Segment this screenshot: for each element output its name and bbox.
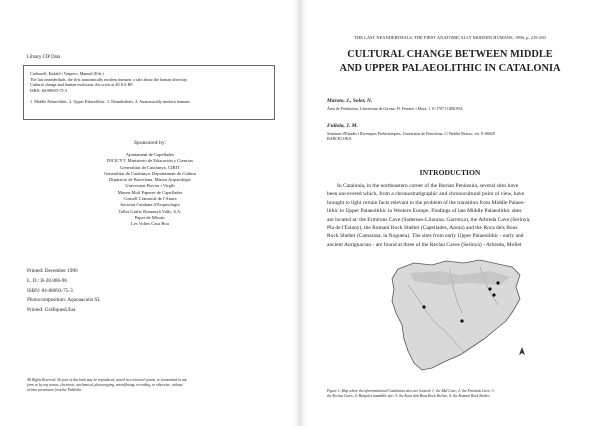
site-marker xyxy=(422,305,425,308)
rights-notice xyxy=(27,378,282,393)
paragraph-line: In Catalonia, in the northeastern corner of the Iberian Peninsula, several sites have xyxy=(337,183,519,189)
title-line: CULTURAL CHANGE BETWEEN MIDDLE xyxy=(347,49,553,60)
sponsor-item: Les Voltes Casa Bou xyxy=(131,221,169,227)
rights-line: written permission from the Publisher. xyxy=(27,388,83,392)
author-affiliation: Àrea de Prehistòria, Universitat de Girona. Pl. Ferrater i Mora, 1. E-17071 GIRONA. xyxy=(327,106,464,111)
caption-line: the Reclau Caves; 4: Banyoles mandible site; 5: the Roca dels Bous Rock Shelter; 6: the Romaní Rock Shelter. xyxy=(327,394,491,398)
sponsor-item: Paper de Mòsaic xyxy=(134,214,166,220)
rights-line: form or by any means, electronic, mechanical, photocopying, microfilming, recording, or otherwise, without xyxy=(27,383,183,387)
paragraph-line: Rock Shelter (Camarasa, la Noguera). The sites from early Upper Palaeolithic - early and xyxy=(327,233,524,240)
cip-line: Cultural change and human evolution: the crisis at 40 KA BP. xyxy=(30,82,134,88)
article-title xyxy=(310,48,590,75)
print-line: Printed: December 1996 xyxy=(27,268,78,274)
sponsor-item: Generalitat de Catalunya. Departament de Cultura xyxy=(103,170,197,176)
print-info xyxy=(27,267,101,316)
paragraph-line: are located at: the Ermitons Cave (Sadernes-Lliurana, Garrotxa), the Arbreda Cave (Serinyà, xyxy=(327,216,531,223)
paragraph-line: brought to light certain facts relevant to the problem of the transition from Middle Palaeo- xyxy=(327,199,526,206)
catalonia-map-figure xyxy=(380,255,530,375)
affiliation-line: BARCELONA xyxy=(327,136,352,142)
author-names: Maroto, J., Soler, N. xyxy=(327,98,373,104)
sponsor-item: DICICYT. Ministerio de Educación y Ciencias xyxy=(106,158,194,164)
cip-data-box xyxy=(23,65,275,120)
sponsor-item: Societat Catalana d'Arqueologia xyxy=(120,202,180,208)
sponsor-item: Universitat Rovira i Virgili xyxy=(125,183,175,189)
cip-line: ISBN: 84-88693-75-3 xyxy=(30,87,67,93)
cip-line: 1. Middle Palaeolithic. 2. Upper Palaeolithic. 3. Neanderthals. 4. Anatomically modern humans. xyxy=(30,99,191,105)
rights-line: All Rights Reserved. No part of this book may be reproduced, stored in a retrieval system, or transmitted in any xyxy=(27,378,187,382)
paragraph-line: lithic to Upper Palaeolithic in Western Europe. Findings of late Middle Palaeolithic sites xyxy=(327,208,522,215)
paragraph-line: been uncovered which, from a chronostratigraphic and chronocultural point of view, have xyxy=(327,191,525,198)
caption-line: Figure 1. Map where the aforementioned Catalonian sites are located: 1: the Mal Cave; 2: the Ermitons Cave; 3: xyxy=(327,389,495,393)
intro-paragraph xyxy=(327,182,589,249)
author-names: Fullola, J. M. xyxy=(327,123,358,129)
site-marker xyxy=(496,281,499,284)
title-line: AND UPPER PALAEOLITHIC IN CATALONIA xyxy=(339,62,561,74)
right-page xyxy=(300,0,600,426)
sponsored-title: Sponsored by: xyxy=(133,140,167,146)
north-arrow-icon xyxy=(519,347,525,355)
print-line: Printed: GràfiquesUlua xyxy=(27,307,76,314)
catalonia-map xyxy=(380,255,530,375)
running-head: THE LAST NEANDERTHALS, THE FIRST ANATOMICALLY MODERN HUMANS, 1996, p. 219-250 xyxy=(354,35,546,40)
site-marker xyxy=(460,319,463,322)
cip-line: Carbonell, Eudald i Vaquero, Manuel (Eds.) xyxy=(30,71,104,76)
author-affiliation xyxy=(327,131,589,142)
print-line: L. D.: B-28.866-96 xyxy=(27,277,67,284)
sponsor-item: Consell Comarcal de l'Anoia xyxy=(123,196,177,202)
site-marker xyxy=(488,287,491,290)
print-line: ISBN: 84-88693-75-3 xyxy=(27,287,73,294)
sponsor-item: Diputació de Barcelona. Museu Arqueològic xyxy=(108,177,192,183)
sponsor-item: Ajuntament de Capellades xyxy=(125,152,175,157)
site-marker xyxy=(492,293,495,296)
cip-label: Library CIP Data xyxy=(27,55,61,60)
cip-line: The last neanderthals, the first anatomically modern humans: a tale about the human diversity. xyxy=(30,76,188,82)
paragraph-line: ancient Aurignacian - are found at three of the Reclau Caves (Serinyà) - Arbreda, Mollet xyxy=(327,241,522,248)
sponsor-list xyxy=(0,152,300,228)
figure-caption xyxy=(327,389,592,399)
section-heading: INTRODUCTION xyxy=(419,168,481,177)
sponsor-item: Generalitat de Catalunya. CIRIT xyxy=(120,164,180,170)
paragraph-line: Pla de l'Estany), the Romaní Rock Shelter (Capellades, Anoia) and the Roca dels Bous xyxy=(327,225,518,232)
affiliation-line: Seminari d'Estudis i Recerques Prehistòriques, Universitat de Barcelona. C/ Baldiri Reixac, s/n. E-08028 xyxy=(327,131,495,136)
sponsor-item: Museu Molí Paperer de Capellades xyxy=(117,189,183,195)
sponsor-item: Taller Gràfic Romanyà Valls, S.A. xyxy=(118,208,182,214)
print-line: Photocomposition: Aquoaacotis SL xyxy=(27,297,101,304)
